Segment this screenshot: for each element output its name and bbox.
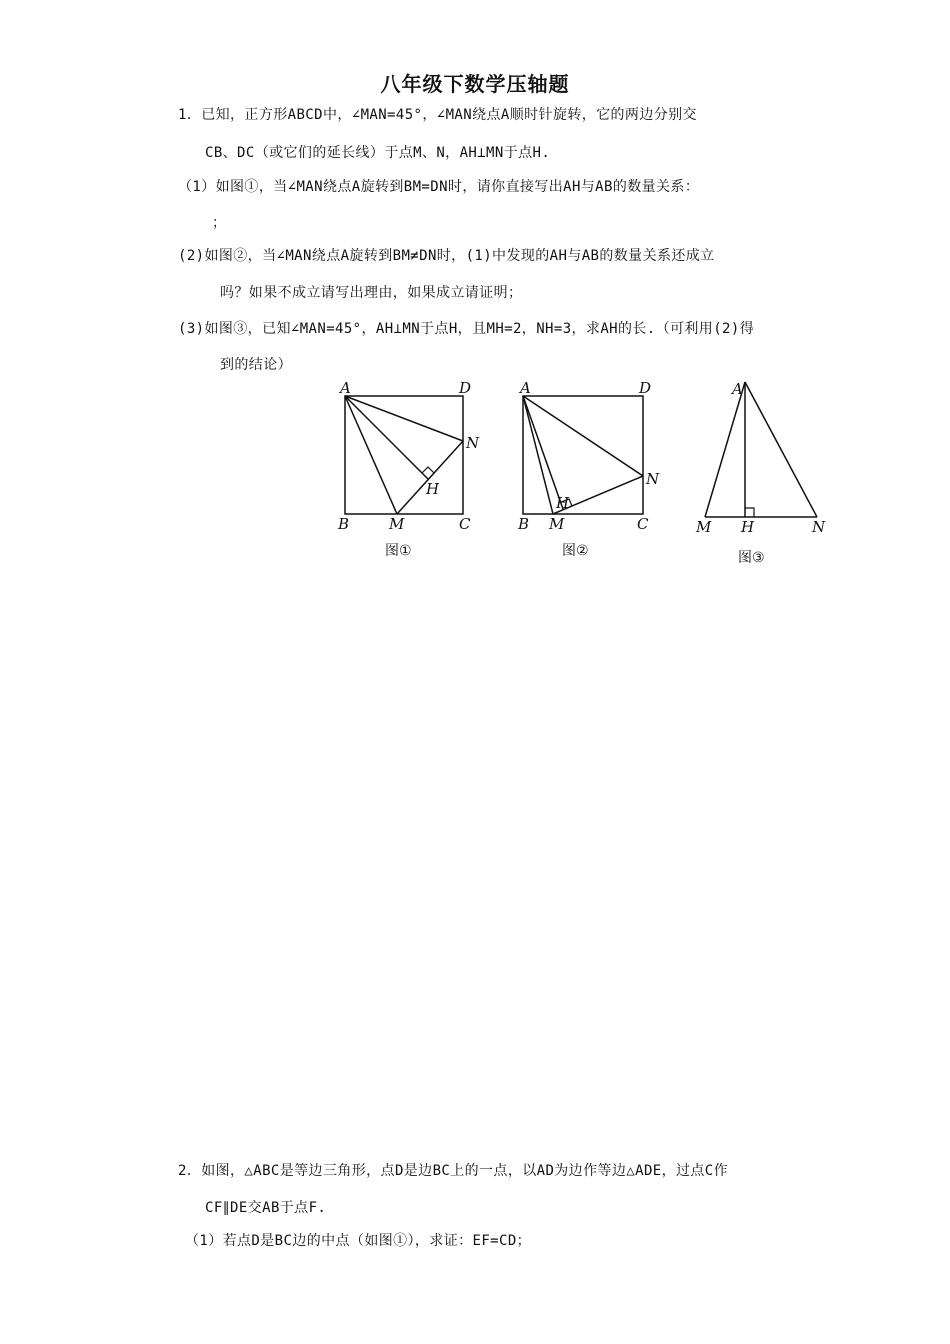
fig2-label-n: N [646, 470, 660, 488]
fig2-caption: 图② [562, 543, 589, 559]
figure-2 [508, 376, 668, 536]
q1-part1-blank: ； [212, 215, 227, 231]
q1-part1: （1）如图①，当∠MAN绕点A旋转到BM=DN时，请你直接写出AH与AB的数量关系： [178, 179, 700, 195]
fig3-label-a: A [732, 380, 743, 398]
page-title: 八年级下数学压轴题 [380, 72, 570, 96]
q2-part1: （1）若点D是BC边的中点（如图①），求证：EF=CD； [185, 1233, 532, 1249]
fig1-label-c: C [459, 515, 471, 533]
fig3-caption: 图③ [738, 550, 765, 566]
fig2-label-h: H [556, 494, 570, 512]
fig2-label-b: B [518, 515, 530, 533]
fig2-label-d: D [639, 379, 652, 397]
fig1-label-m: M [389, 515, 405, 533]
fig1-caption: 图① [385, 543, 412, 559]
figure-1 [330, 376, 490, 536]
q1-part2-line1: (2)如图②，当∠MAN绕点A旋转到BM≠DN时，(1)中发现的AH与AB的数量关系还成立 [178, 248, 715, 264]
q2-line2: CF∥DE交AB于点F. [205, 1200, 327, 1216]
fig3-label-m: M [696, 518, 712, 536]
fig2-label-c: C [637, 515, 649, 533]
q2-line1: 2．如图，△ABC是等边三角形，点D是边BC上的一点，以AD为边作等边△ADE，过点C作 [178, 1163, 729, 1179]
fig1-label-a: A [340, 379, 351, 397]
fig3-label-h: H [741, 518, 755, 536]
fig3-label-n: N [812, 518, 826, 536]
figure-3 [690, 376, 840, 541]
q1-part3-line1: (3)如图③，已知∠MAN=45°，AH⊥MN于点H，且MH=2，NH=3，求AH的长.（可利用(2)得 [178, 321, 755, 337]
fig2-label-a: A [520, 379, 531, 397]
fig1-label-h: H [426, 480, 440, 498]
fig1-label-n: N [466, 434, 480, 452]
q1-part3-line2: 到的结论） [220, 357, 292, 373]
fig2-label-m: M [549, 515, 565, 533]
fig1-label-b: B [338, 515, 350, 533]
fig1-label-d: D [459, 379, 472, 397]
q1-line1: 1．已知，正方形ABCD中，∠MAN=45°，∠MAN绕点A顺时针旋转，它的两边分别交 [178, 107, 697, 123]
q1-part2-line2: 吗？如果不成立请写出理由，如果成立请证明； [220, 285, 523, 301]
q1-line2: CB、DC（或它们的延长线）于点M、N，AH⊥MN于点H. [205, 145, 551, 161]
